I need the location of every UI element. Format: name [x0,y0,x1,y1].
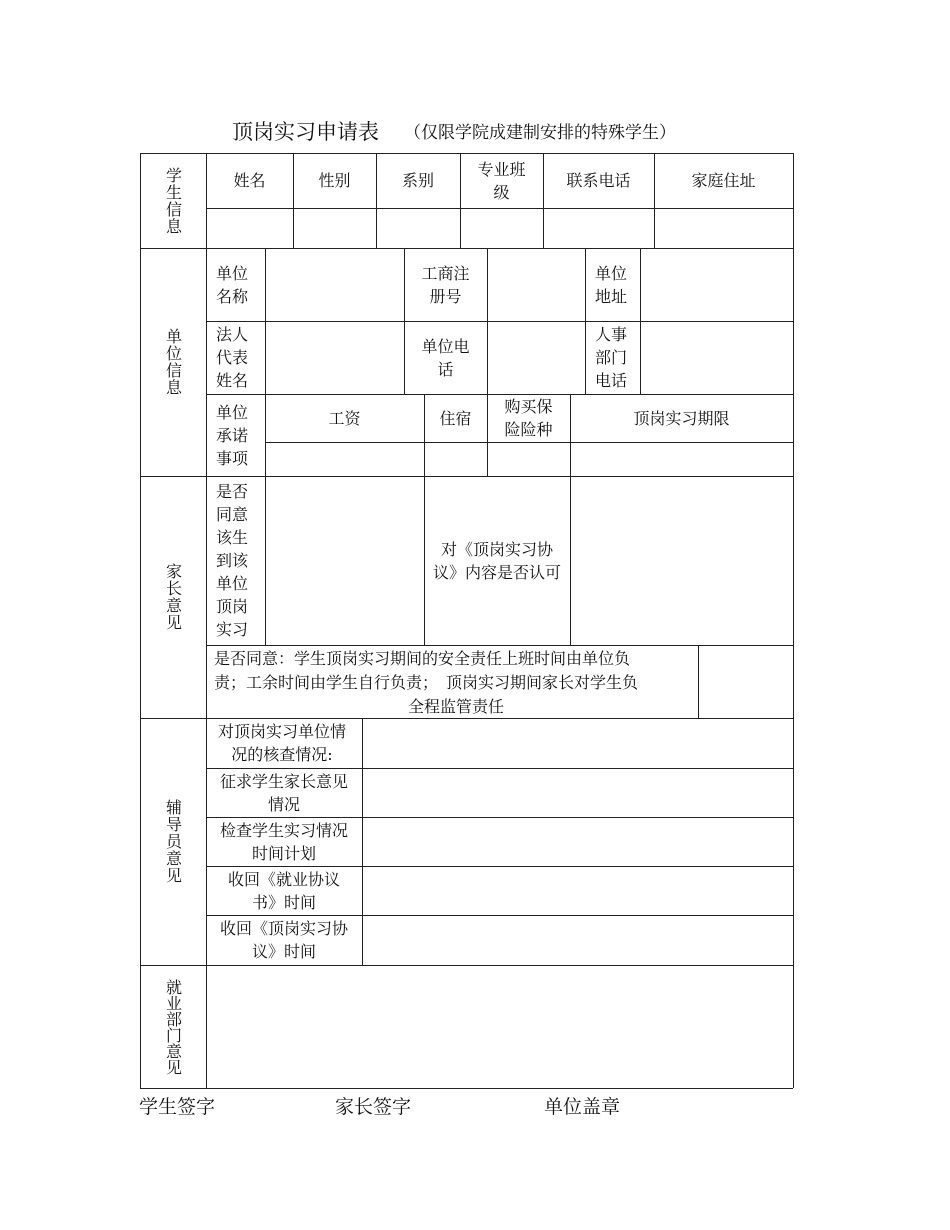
header-accommodation: 住宿 [439,408,472,428]
field-parent-opinion[interactable] [363,769,793,817]
label-registration-no: 工商注册号 [421,263,470,306]
company-seal-label: 单位盖章 [544,1096,621,1118]
company-section-label: 单位信息 [163,328,183,396]
header-internship-period: 顶岗实习期限 [633,408,730,428]
label-legal-rep: 法人代表姓名 [216,325,249,390]
label-parent-opinion: 征求学生家长意见情况 [219,771,348,814]
safety-text-line-1: 是否同意：学生顶岗实习期间的安全责任上班时间由单位负 [214,649,631,668]
header-insurance: 购买保险险种 [504,397,553,439]
field-employment-agreement-return[interactable] [363,867,793,915]
field-internship-agreement-return[interactable] [363,916,793,965]
header-gender: 性别 [318,171,351,190]
label-parent-agree: 是否同意该生到该单位顶岗实习 [216,482,249,639]
parent-section-label: 家长意见 [163,563,183,631]
field-registration-no[interactable] [488,249,585,321]
application-form-table [140,153,793,1088]
field-company-phone[interactable] [488,322,585,394]
field-internship-period[interactable] [571,443,793,476]
label-internship-agreement-return: 收回《顶岗实习协议》时间 [219,919,348,961]
field-insurance[interactable] [488,443,570,476]
header-class: 专业班级 [477,159,526,202]
safety-responsibility-statement [206,647,698,718]
label-company-phone: 单位电话 [421,336,470,379]
field-employment-opinion[interactable] [207,966,793,1088]
field-legal-rep[interactable] [266,322,404,394]
field-agreement-approval[interactable] [571,477,793,645]
parent-signature-label: 家长签字 [335,1096,412,1118]
form-subtitle: （仅限学院成建制安排的特殊学生） [404,123,676,143]
label-agreement-approval: 对《顶岗实习协议》内容是否认可 [432,539,561,582]
student-section-label: 学生信息 [163,166,183,235]
field-salary[interactable] [266,443,424,476]
student-signature-label: 学生签字 [139,1096,216,1118]
label-company-address: 单位地址 [595,263,628,306]
label-inspection-plan: 检查学生实习情况时间计划 [219,820,348,863]
field-parent-agree[interactable] [266,477,424,645]
field-safety-agree[interactable] [699,646,793,718]
field-hr-phone[interactable] [641,322,793,394]
field-phone[interactable] [544,209,654,248]
header-address: 家庭住址 [691,171,756,190]
label-hr-phone: 人事部门电话 [595,325,628,390]
form-title: 顶岗实习申请表 [232,120,379,144]
header-salary: 工资 [328,408,361,428]
label-company-promise: 单位承诺事项 [216,402,249,468]
field-address[interactable] [655,209,793,248]
field-accommodation[interactable] [425,443,487,476]
header-name: 姓名 [233,171,266,190]
header-department: 系别 [401,171,434,190]
field-class[interactable] [461,209,543,248]
label-employment-agreement-return: 收回《就业协议书》时间 [227,869,340,912]
field-department[interactable] [377,209,460,248]
label-company-check: 对顶岗实习单位情况的核查情况: [217,722,346,764]
header-phone: 联系电话 [566,171,631,190]
field-company-check[interactable] [363,719,793,768]
employment-section-label: 就业部门意见 [163,978,183,1075]
field-inspection-plan[interactable] [363,818,793,866]
safety-text-line-2: 责；工余时间由学生自行负责； 顶岗实习期间家长对学生负 [214,673,639,692]
counselor-section-label: 辅导员意见 [163,799,183,884]
field-name[interactable] [207,209,293,248]
field-company-name[interactable] [266,249,404,321]
field-company-address[interactable] [641,249,793,321]
safety-text-line-3: 全程监管责任 [407,697,504,716]
field-gender[interactable] [294,209,376,248]
label-company-name: 单位名称 [216,263,249,306]
